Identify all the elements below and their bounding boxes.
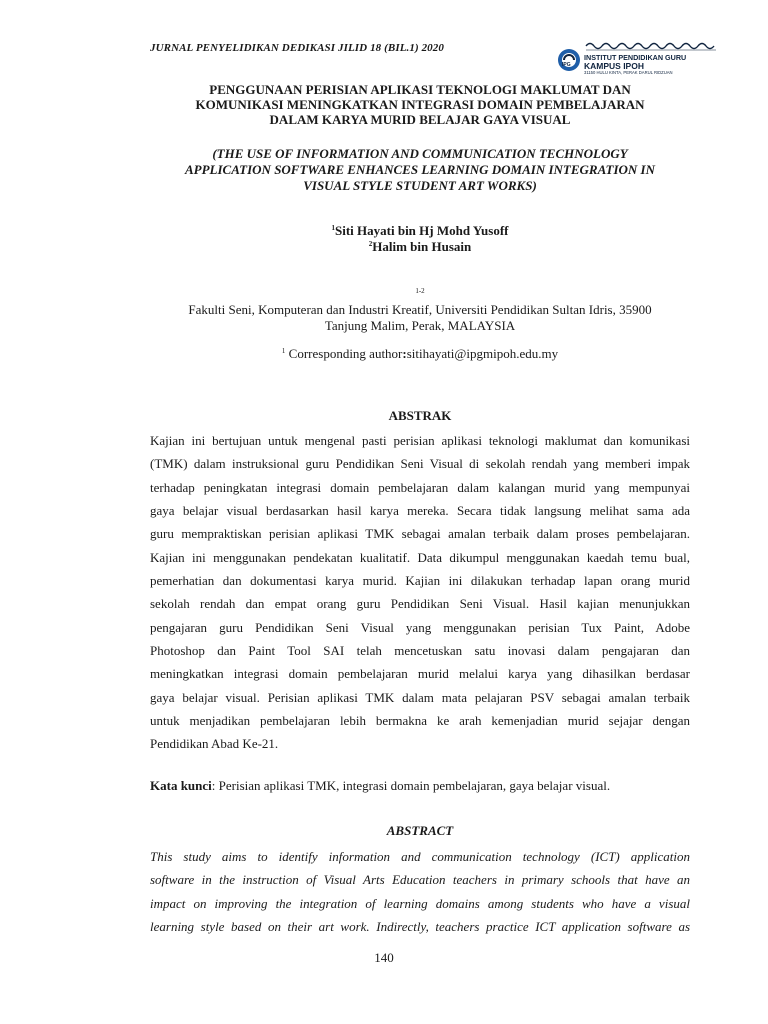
abstrak-line: sekolah rendah dan empat orang guru Pendidikan Seni Visual. Hasil kajian menunjukkan (150, 596, 690, 612)
abstrak-line: meningkatkan integrasi domain pembelajaran murid melalui karya yang dihasilkan berdasar (150, 666, 690, 682)
abstract-line: impact on improving the integration of learning domains among students who have a visual (150, 895, 690, 911)
author (150, 223, 690, 239)
abstrak-line: Kajian ini menggunakan pendekatan kualitatif. Data dikumpul menggunakan kaedah temu bual, (150, 549, 690, 565)
abstract-line: software in the instruction of Visual Arts Education teachers in primary schools that have an (150, 872, 690, 888)
keywords-label: Kata kunci (150, 778, 212, 793)
title-en-line: APPLICATION SOFTWARE ENHANCES LEARNING DOMAIN INTEGRATION IN (184, 162, 656, 177)
abstrak-line: pemerhatian dan dokumentasi karya murid. Kajian ini dilakukan terhadap lapan orang murid (150, 573, 690, 589)
paper-title-english (150, 146, 690, 194)
abstrak-line: Kajian ini bertujuan untuk mengenal pasti perisian aplikasi teknologi maklumat dan komunikasi (150, 433, 690, 448)
abstract-line: This study aims to identify information and communication technology (ICT) application (150, 849, 690, 864)
page-number: 140 (374, 950, 394, 965)
abstrak-line: guru mempraktiskan perisian aplikasi TMK sebagai amalan terbaik dalam proses pembelajaran. (150, 526, 690, 542)
institution-logo (556, 38, 726, 78)
abstrak-line: gaya belajar visual berdasarkan hasil karya mereka. Secara tidak langsung melihat sama ada (150, 503, 690, 519)
keywords (150, 778, 690, 794)
corresponding-email[interactable]: sitihayati@ipgmipoh.edu.my (406, 346, 559, 361)
author-sup: 1 (331, 224, 335, 232)
logo-line-3: 31150 HULU KINTA, PERAK DARUL RIDZUAN (584, 70, 673, 75)
title-line: PENGGUNAAN PERISIAN APLIKASI TEKNOLOGI MAKLUMAT DAN (209, 82, 631, 97)
corresponding-sup: 1 (281, 347, 286, 355)
corresponding-colon: : (402, 346, 407, 361)
affiliation-sup: 1-2 (415, 287, 425, 295)
abstrak-heading: ABSTRAK (388, 408, 452, 423)
logo-line-1: INSTITUT PENDIDIKAN GURU (584, 53, 687, 62)
corresponding-author (150, 346, 690, 362)
title-en-line: (THE USE OF INFORMATION AND COMMUNICATION TECHNOLOGY (212, 146, 628, 161)
author-sup: 2 (368, 240, 373, 248)
affiliation (150, 286, 690, 334)
paper-title-malay (150, 82, 690, 127)
title-en-line: VISUAL STYLE STUDENT ART WORKS) (303, 178, 537, 193)
abstract-body (150, 845, 690, 938)
svg-text:IPG: IPG (562, 62, 571, 68)
abstrak-line: Pendidikan Abad Ke-21. (150, 736, 279, 752)
keywords-text: : Perisian aplikasi TMK, integrasi domain pembelajaran, gaya belajar visual. (211, 778, 611, 793)
title-line: KOMUNIKASI MENINGKATKAN INTEGRASI DOMAIN PEMBELAJARAN (195, 97, 645, 112)
abstrak-line: terhadap peningkatan integrasi domain pembelajaran dalam kalangan murid yang mempunyai (150, 479, 690, 495)
abstract-line: learning style based on their art work. Indirectly, teachers practice ICT application software as (150, 918, 690, 934)
affiliation-line-2: Tanjung Malim, Perak, MALAYSIA (324, 318, 516, 333)
journal-header: JURNAL PENYELIDIKAN DEDIKASI JILID 18 (BIL.1) 2020 (150, 42, 444, 54)
abstrak-line: pengajaran guru Pendidikan Seni Visual yang menggunakan perisian Tux Paint, Adobe (150, 619, 690, 635)
abstrak-line: untuk menjadikan pembelajaran lebih bermakna ke arah kemenjadian murid sejajar dengan (150, 713, 690, 729)
abstrak-line: Photoshop dan Paint Tool SAI telah mencetuskan satu inovasi dalam pengajaran dan (150, 643, 690, 659)
author-name: Halim bin Husain (372, 239, 472, 254)
abstrak-line: (TMK) dalam instruksional guru Pendidikan Seni Visual di sekolah rendah yang memberi impak (150, 456, 690, 472)
logo-text (584, 54, 686, 75)
author-list (150, 223, 690, 255)
abstrak-line: gaya belajar visual. Perisian aplikasi TMK dalam mata pelajaran PSV sebagai amalan terbaik (150, 689, 690, 705)
abstrak-body (150, 429, 690, 756)
title-line: DALAM KARYA MURID BELAJAR GAYA VISUAL (269, 112, 571, 127)
logo-line-2: KAMPUS IPOH (584, 61, 644, 71)
affiliation-text: Fakulti Seni, Komputeran dan Industri Kreatif, Universiti Pendidikan Sultan Idris, 35900 (188, 302, 652, 317)
author-name: Siti Hayati bin Hj Mohd Yusoff (335, 223, 509, 238)
affiliation-line-1 (150, 286, 690, 318)
abstract-heading: ABSTRACT (386, 823, 454, 838)
author (150, 239, 690, 255)
corresponding-label: Corresponding author (285, 346, 403, 361)
